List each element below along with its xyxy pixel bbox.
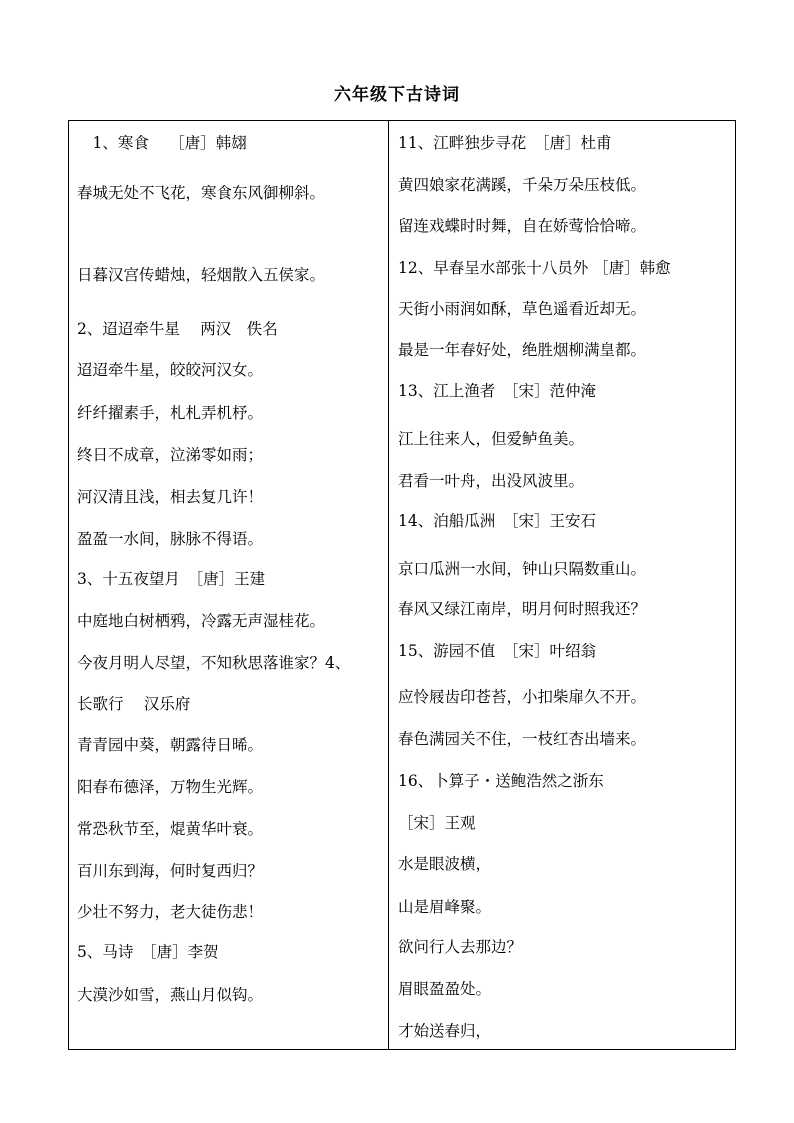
poem-line: 少壮不努力，老大徒伤悲！ <box>77 903 264 921</box>
poem-line: 3、十五夜望月 ［唐］王建 <box>77 570 266 588</box>
poem-line: 留连戏蝶时时舞，自在娇莺恰恰啼。 <box>398 217 647 235</box>
poem-line: 最是一年春好处，绝胜烟柳满皇都。 <box>398 341 647 359</box>
poem-line: 欲问行人去那边？ <box>398 938 523 956</box>
poem-line: 长歌行 汉乐府 <box>77 695 191 713</box>
poem-line: 16、卜算子・送鲍浩然之浙东 <box>398 772 604 790</box>
poem-line: 眉眼盈盈处。 <box>398 980 492 998</box>
poem-line: 百川东到海，何时复西归？ <box>77 862 264 880</box>
poem-line: 中庭地白树栖鸦，冷露无声湿桂花。 <box>77 612 326 630</box>
poem-line: 终日不成章，泣涕零如雨； <box>77 446 264 464</box>
poem-line: 纤纤擢素手，札札弄机杼。 <box>77 404 264 422</box>
poem-line: 春城无处不飞花，寒食东风御柳斜。 <box>77 184 326 202</box>
poem-line: 1、寒食 ［唐］韩翃 <box>77 134 247 152</box>
poem-line: 12、早春呈水部张十八员外 ［唐］韩愈 <box>398 259 671 277</box>
poem-line: ［宋］王观 <box>398 814 476 832</box>
poem-line: 2、迢迢牵牛星 两汉 佚名 <box>77 320 278 338</box>
right-column <box>389 121 737 1049</box>
poem-line: 盈盈一水间，脉脉不得语。 <box>77 530 264 548</box>
poem-line: 阳春布德泽，万物生光辉。 <box>77 778 264 796</box>
page-title: 六年级下古诗词 <box>334 85 460 105</box>
poem-line: 青青园中葵，朝露待日晞。 <box>77 736 264 754</box>
poem-line: 山是眉峰聚。 <box>398 898 492 916</box>
poem-line: 君看一叶舟，出没风波里。 <box>398 472 585 490</box>
poem-line: 京口瓜洲一水间，钟山只隔数重山。 <box>398 560 647 578</box>
poem-line: 常恐秋节至，焜黄华叶衰。 <box>77 820 264 838</box>
poem-line: 江上往来人，但爱鲈鱼美。 <box>398 430 585 448</box>
poem-line: 河汉清且浅，相去复几许！ <box>77 488 264 506</box>
poem-line: 今夜月明人尽望，不知秋思落谁家？4、 <box>77 654 351 672</box>
poem-line: 天街小雨润如酥，草色遥看近却无。 <box>398 300 647 318</box>
poem-line: 迢迢牵牛星，皎皎河汉女。 <box>77 361 264 379</box>
poem-line: 11、江畔独步寻花 ［唐］杜甫 <box>398 134 612 152</box>
poem-line: 水是眼波横， <box>398 855 492 873</box>
poem-line: 13、江上渔者 ［宋］范仲淹 <box>398 382 596 400</box>
poem-line: 14、泊船瓜洲 ［宋］王安石 <box>398 512 596 530</box>
poem-line: 大漠沙如雪，燕山月似钩。 <box>77 986 264 1004</box>
poem-line: 5、马诗 ［唐］李贺 <box>77 943 219 961</box>
poem-line: 应怜屐齿印苍苔，小扣柴扉久不开。 <box>398 688 647 706</box>
poem-line: 日暮汉宫传蜡烛，轻烟散入五侯家。 <box>77 266 326 284</box>
poem-line: 春风又绿江南岸，明月何时照我还？ <box>398 600 647 618</box>
poem-line: 15、游园不值 ［宋］叶绍翁 <box>398 642 596 660</box>
poem-table <box>68 120 736 1050</box>
poem-line: 黄四娘家花满蹊，千朵万朵压枝低。 <box>398 176 647 194</box>
poem-line: 才始送春归， <box>398 1022 492 1040</box>
poem-line: 春色满园关不住，一枝红杏出墙来。 <box>398 730 647 748</box>
